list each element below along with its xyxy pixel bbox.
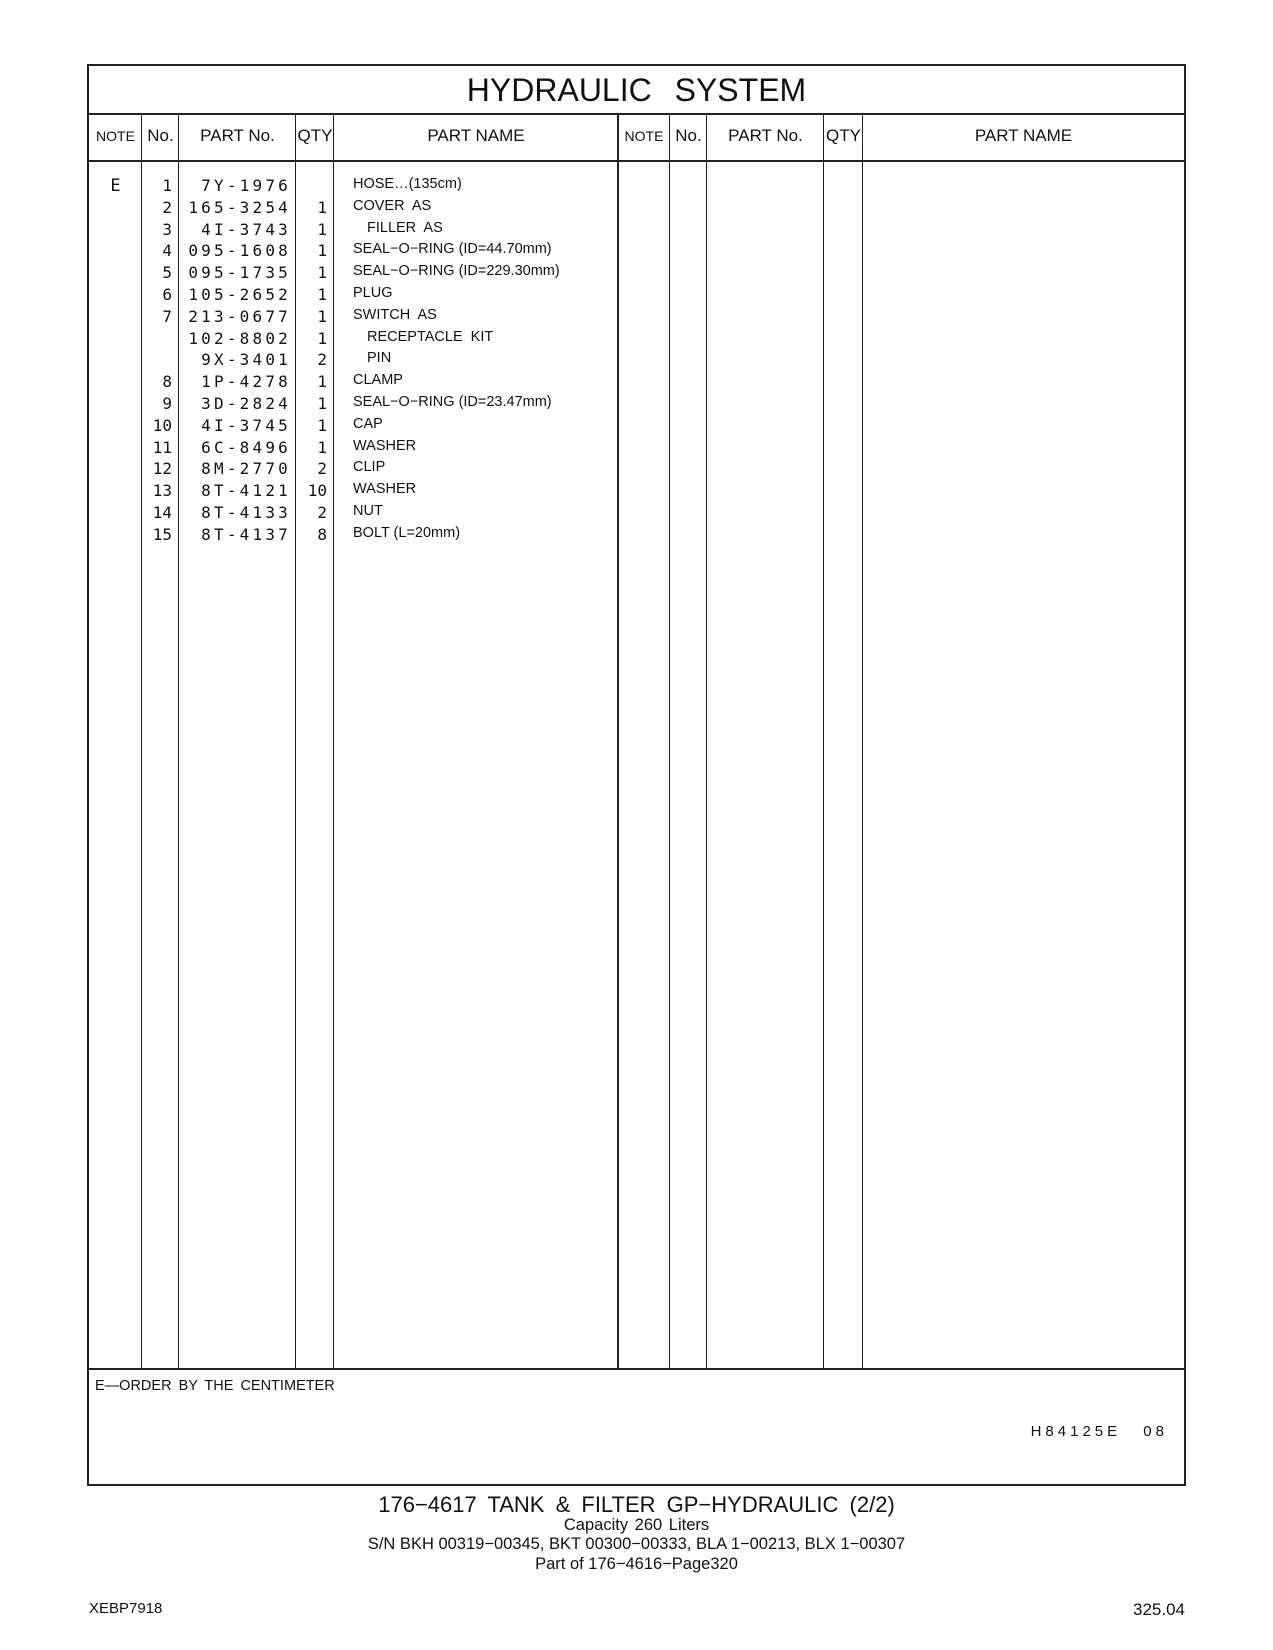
header-note-right: NOTE (624, 128, 664, 144)
table-row (89, 416, 639, 438)
table-row (89, 241, 639, 263)
part-name: RECEPTACLE KIT (367, 328, 494, 345)
part-name: SWITCH AS (353, 306, 437, 323)
part-quantity: 1 (317, 306, 327, 326)
footnote: E—ORDER BY THE CENTIMETER (95, 1378, 335, 1394)
part-ref-number: 5 (162, 263, 172, 283)
header-part-no-right: PART No. (728, 126, 803, 145)
part-name: WASHER (353, 437, 417, 454)
header-part-name-right: PART NAME (974, 126, 1073, 145)
part-number: 213-0677 (188, 306, 291, 326)
table-row (89, 459, 639, 481)
part-ref-number: 15 (152, 524, 172, 544)
part-name: BOLT (L=20mm) (353, 524, 461, 541)
part-quantity: 1 (317, 328, 327, 348)
table-row (89, 329, 639, 351)
part-name: WASHER (353, 481, 417, 498)
part-quantity: 1 (317, 219, 327, 239)
table-row (89, 176, 639, 198)
part-number: 8T-4121 (201, 481, 291, 501)
table-header (89, 113, 1184, 162)
table-row (89, 285, 639, 307)
part-number: 102-8802 (188, 328, 291, 348)
part-name: PIN (367, 350, 392, 367)
part-ref-number: 10 (152, 415, 172, 435)
column-divider (669, 113, 670, 1369)
part-name: SEAL−O−RING (ID=23.47mm) (353, 394, 552, 410)
column-divider (706, 113, 707, 1369)
part-number: 105-2652 (188, 285, 291, 304)
part-number: 3D-2824 (201, 394, 291, 413)
part-ref-number: 8 (162, 372, 172, 392)
part-number: 8T-4137 (201, 524, 291, 544)
table-row (89, 481, 639, 503)
column-divider (862, 113, 863, 1369)
part-quantity: 2 (317, 459, 327, 479)
part-number: 095-1608 (188, 241, 291, 261)
serial-numbers: S/N BKH 00319−00345, BKT 00300−00333, BLA 1−00213, BLX 1−00307 (367, 1535, 906, 1553)
parts-table-frame (87, 64, 1186, 1486)
header-no-right: No. (675, 126, 702, 145)
part-quantity: 1 (317, 285, 327, 304)
column-divider (823, 113, 824, 1369)
table-row (89, 198, 639, 220)
table-row (89, 525, 639, 547)
part-quantity: 1 (317, 394, 327, 413)
part-quantity: 1 (317, 263, 327, 283)
table-row (89, 263, 639, 285)
part-number: 8M-2770 (201, 459, 291, 479)
part-quantity: 2 (317, 350, 327, 370)
part-quantity: 1 (317, 241, 327, 261)
part-quantity: 8 (317, 524, 327, 544)
publication-number: XEBP7918 (89, 1600, 163, 1617)
part-ref-number: 13 (152, 481, 172, 501)
part-number: 165-3254 (188, 197, 291, 217)
header-note-left: NOTE (96, 128, 135, 144)
group-title: 176−4617 TANK & FILTER GP−HYDRAULIC (2/2) (378, 1492, 895, 1517)
header-no-left: No. (147, 126, 174, 145)
part-quantity: 10 (307, 481, 327, 501)
part-number: 4I-3743 (201, 219, 291, 239)
part-ref-number: 11 (152, 437, 172, 457)
header-qty-left: QTY (297, 126, 333, 145)
part-number: 6C-8496 (201, 437, 291, 457)
part-number: 7Y-1976 (201, 176, 291, 195)
part-name: CLIP (353, 459, 386, 476)
header-part-name-left: PART NAME (427, 126, 525, 145)
part-name: HOSE…(135cm) (353, 176, 462, 192)
part-ref-number: 9 (162, 394, 172, 413)
section-title: HYDRAULIC SYSTEM (89, 66, 1184, 115)
part-number: 8T-4133 (201, 503, 291, 522)
table-row (89, 394, 639, 416)
header-qty-right: QTY (826, 126, 861, 145)
header-part-no-left: PART No. (200, 126, 275, 145)
part-quantity: 1 (317, 437, 327, 457)
part-number: 095-1735 (188, 263, 291, 283)
part-name: COVER AS (353, 197, 432, 214)
table-row (89, 307, 639, 329)
capacity-line: Capacity 260 Liters (563, 1516, 710, 1534)
part-name: SEAL−O−RING (ID=44.70mm) (353, 241, 552, 258)
part-name: FILLER AS (367, 219, 443, 236)
table-row (89, 350, 639, 372)
part-ref-number: 14 (152, 503, 172, 522)
table-bottom-rule (89, 1368, 1184, 1370)
part-name: SEAL−O−RING (ID=229.30mm) (353, 263, 560, 280)
document-reference: H84125E 08 (1030, 1423, 1168, 1440)
part-ref-number: 3 (162, 219, 172, 239)
page-number: 325.04 (1133, 1600, 1185, 1619)
part-ref-number: 7 (162, 306, 172, 326)
part-name: NUT (353, 503, 383, 519)
part-number: 4I-3745 (201, 415, 291, 435)
part-ref-number: 4 (162, 241, 172, 261)
table-row (89, 220, 639, 242)
part-quantity: 2 (317, 503, 327, 522)
part-number: 9X-3401 (201, 350, 291, 370)
part-note: E (110, 176, 121, 196)
part-ref-number: 6 (162, 285, 172, 304)
part-ref-number: 12 (152, 459, 172, 479)
table-row (89, 438, 639, 460)
part-ref-number: 1 (162, 176, 172, 195)
table-row (89, 503, 639, 525)
part-name: CLAMP (353, 372, 403, 389)
table-row (89, 372, 639, 394)
part-name: PLUG (353, 285, 393, 301)
part-ref-number: 2 (162, 197, 172, 217)
part-number: 1P-4278 (201, 372, 291, 392)
part-name: CAP (353, 415, 383, 432)
part-quantity: 1 (317, 197, 327, 217)
part-quantity: 1 (317, 415, 327, 435)
part-of-reference: Part of 176−4616−Page320 (535, 1555, 738, 1573)
part-quantity: 1 (317, 372, 327, 392)
